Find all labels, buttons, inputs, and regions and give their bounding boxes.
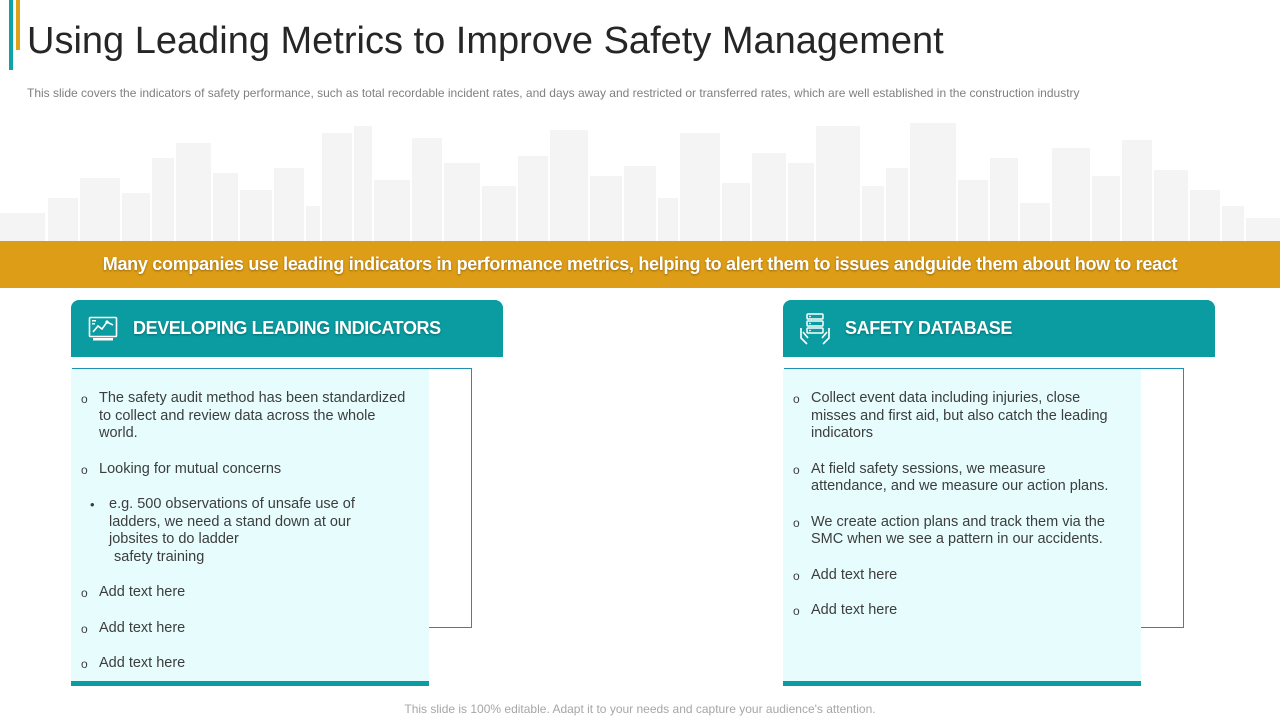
list-item: o We create action plans and track them via the SMC when we see a pattern in our accidents. — [783, 514, 1123, 549]
footer-note: This slide is 100% editable. Adapt it to your needs and capture your audience's attention. — [404, 702, 876, 716]
chart-monitor-icon — [87, 313, 119, 345]
list-item: o Add text here — [71, 655, 411, 673]
title-accent-teal — [9, 0, 13, 70]
list-item: o At field safety sessions, we measure attendance, and we measure our action plans. — [783, 461, 1123, 496]
city-skyline-graphic — [0, 118, 1280, 242]
right-card-list — [783, 390, 1123, 638]
title-accent-orange — [16, 0, 20, 50]
left-card-title: DEVELOPING LEADING INDICATORS — [133, 318, 441, 338]
right-card-title: SAFETY DATABASE — [845, 318, 1013, 338]
list-item-sub — [71, 496, 369, 566]
list-item: o Add text here — [71, 620, 411, 638]
list-item: o The safety audit method has been standardized to collect and review data across the whole world. — [71, 390, 411, 443]
sub-bullet-tail: safety training — [114, 548, 205, 565]
list-item: o Add text here — [783, 567, 1123, 585]
list-item: o Add text here — [783, 602, 1123, 620]
database-hands-icon — [799, 313, 831, 345]
banner-text: Many companies use leading indicators in performance metrics, helping to alert them to issues andguide them about how to react — [102, 254, 1178, 274]
key-message-banner — [0, 241, 1280, 288]
list-item: o Collect event data including injuries, close misses and first aid, but also catch the leading indicators — [783, 390, 1123, 443]
list-item: o Add text here — [71, 584, 411, 602]
left-card-header — [71, 300, 503, 357]
left-card-list — [71, 390, 411, 691]
right-card-header — [783, 300, 1215, 357]
page-subtitle: This slide covers the indicators of safety performance, such as total recordable incident rates, and days away and restricted or transferred rates, which are well established in the construction industry — [27, 86, 1080, 100]
page-title: Using Leading Metrics to Improve Safety Management — [27, 20, 944, 62]
right-card-bottom-bar — [783, 681, 1141, 686]
list-item: o Looking for mutual concerns — [71, 461, 411, 479]
sub-bullet-text: e.g. 500 observations of unsafe use of ladders, we need a stand down at our jobsites to do ladder — [109, 496, 355, 547]
